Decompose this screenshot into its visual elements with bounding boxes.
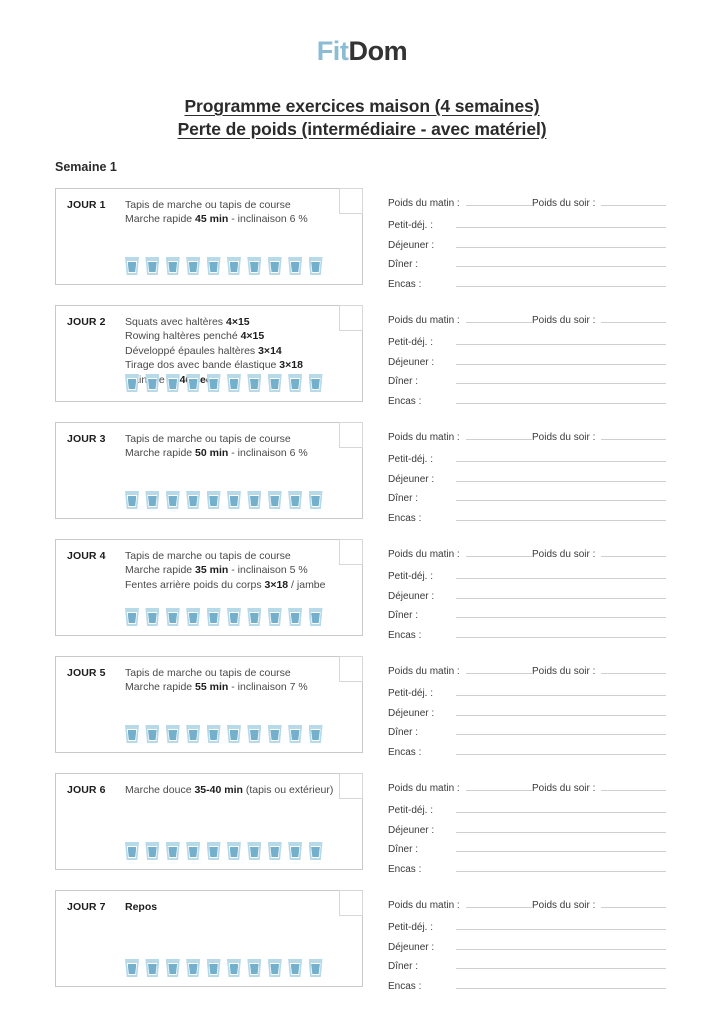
meal-row-snack (388, 977, 666, 997)
day-label: JOUR 6 (67, 784, 106, 796)
day-row (0, 305, 724, 422)
day-label: JOUR 4 (67, 550, 106, 562)
water-glass-icon[interactable] (207, 725, 221, 743)
exercise-emphasis: Repos (125, 901, 158, 913)
lunch-field[interactable] (456, 236, 666, 248)
weight-row (388, 194, 666, 215)
meal-row-snack (388, 860, 666, 880)
exercise-emphasis: 3×18 (264, 578, 289, 591)
water-glass-icon[interactable] (166, 374, 180, 392)
weight-morning-field[interactable] (466, 428, 532, 440)
weight-evening-label: Poids du soir : (532, 315, 596, 326)
water-glass-icon[interactable] (125, 608, 139, 626)
exercise-text-pre: Développé épaules haltères (125, 344, 259, 357)
meal-rows (388, 918, 666, 996)
water-tracker (125, 608, 323, 626)
exercise-emphasis: 50 min (195, 447, 229, 460)
water-glass-icon[interactable] (186, 491, 200, 509)
lunch-label: Déjeuner : (388, 707, 435, 719)
weight-evening-field[interactable] (601, 311, 666, 323)
weight-evening-field[interactable] (601, 662, 666, 674)
exercise-line (125, 329, 343, 343)
breakfast-field[interactable] (456, 567, 666, 579)
exercise-emphasis: 4×15 (225, 316, 250, 328)
food-log (388, 428, 666, 528)
exercise-line (125, 315, 343, 329)
water-glass-icon[interactable] (145, 842, 159, 860)
exercise-text-pre: Tirage dos avec bande élastique (125, 359, 280, 372)
snack-label: Encas : (388, 395, 422, 407)
meal-row-breakfast (388, 918, 666, 938)
water-glass-icon[interactable] (309, 491, 323, 509)
lunch-field[interactable] (456, 821, 666, 833)
water-glass-icon[interactable] (125, 959, 139, 977)
logo (317, 36, 408, 67)
water-glass-icon[interactable] (288, 374, 302, 392)
exercise-list (125, 549, 343, 592)
exercise-emphasis: 3×14 (258, 344, 282, 357)
exercise-line (125, 358, 343, 372)
weight-evening-field[interactable] (601, 779, 666, 791)
water-glass-icon[interactable] (288, 842, 302, 860)
snack-label: Encas : (388, 980, 422, 992)
breakfast-field[interactable] (456, 684, 666, 696)
meal-rows (388, 684, 666, 762)
meal-row-dinner (388, 255, 666, 275)
snack-label: Encas : (388, 512, 422, 524)
meal-row-dinner (388, 723, 666, 743)
meal-rows (388, 450, 666, 528)
day-label: JOUR 2 (67, 316, 106, 328)
week-label: Semaine 1 (55, 160, 117, 174)
food-log (388, 779, 666, 879)
day-card[interactable] (55, 422, 363, 519)
weight-row (388, 311, 666, 332)
weight-evening-field[interactable] (601, 545, 666, 557)
snack-field[interactable] (456, 743, 666, 755)
water-glass-icon[interactable] (288, 257, 302, 275)
exercise-line (125, 212, 343, 226)
water-glass-icon[interactable] (309, 725, 323, 743)
meal-row-dinner (388, 840, 666, 860)
meal-rows (388, 333, 666, 411)
water-glass-icon[interactable] (125, 257, 139, 275)
exercise-text-pre: Marche rapide (125, 564, 196, 577)
exercise-text: Tapis de marche ou tapis de course (125, 199, 291, 211)
water-glass-icon[interactable] (166, 842, 180, 860)
meal-row-lunch (388, 470, 666, 490)
water-glass-icon[interactable] (309, 842, 323, 860)
water-glass-icon[interactable] (186, 842, 200, 860)
day-label: JOUR 3 (67, 433, 106, 445)
exercise-text-pre: Marche douce (125, 784, 195, 796)
exercise-list (125, 198, 343, 227)
lunch-label: Déjeuner : (388, 824, 435, 836)
snack-field[interactable] (456, 392, 666, 404)
weight-evening-field[interactable] (601, 896, 666, 908)
weight-morning-field[interactable] (466, 311, 532, 323)
water-glass-icon[interactable] (166, 959, 180, 977)
snack-label: Encas : (388, 746, 422, 758)
title-line-1: Programme exercices maison (4 semaines) (184, 96, 540, 116)
exercise-text-post: (tapis ou extérieur) (242, 784, 334, 796)
weight-morning-field[interactable] (466, 545, 532, 557)
weight-morning-label: Poids du matin : (388, 666, 460, 677)
lunch-label: Déjeuner : (388, 473, 435, 485)
exercise-line (125, 432, 343, 446)
exercise-emphasis: 4×15 (240, 330, 265, 343)
snack-field[interactable] (456, 977, 666, 989)
meal-row-dinner (388, 606, 666, 626)
exercise-text-pre: Marche rapide (125, 447, 196, 460)
weight-evening-label: Poids du soir : (532, 783, 596, 794)
lunch-label: Déjeuner : (388, 239, 435, 251)
exercise-list (125, 783, 343, 797)
weight-morning-label: Poids du matin : (388, 198, 460, 209)
water-glass-icon[interactable] (186, 257, 200, 275)
logo-text-primary: Fit (316, 36, 349, 66)
meal-row-dinner (388, 957, 666, 977)
day-row (0, 890, 724, 1007)
day-label: JOUR 1 (67, 199, 106, 211)
breakfast-field[interactable] (456, 216, 666, 228)
meal-row-snack (388, 743, 666, 763)
snack-field[interactable] (456, 509, 666, 521)
food-log (388, 662, 666, 762)
water-glass-icon[interactable] (268, 608, 282, 626)
snack-label: Encas : (388, 629, 422, 641)
water-glass-icon[interactable] (227, 374, 241, 392)
day-row (0, 773, 724, 890)
meal-row-breakfast (388, 801, 666, 821)
water-glass-icon[interactable] (145, 725, 159, 743)
exercise-list (125, 432, 343, 461)
water-glass-icon[interactable] (247, 608, 261, 626)
water-glass-icon[interactable] (309, 608, 323, 626)
day-list (0, 188, 724, 1007)
day-card[interactable] (55, 773, 363, 870)
dinner-label: Dîner : (388, 844, 419, 856)
meal-row-lunch (388, 938, 666, 958)
breakfast-field[interactable] (456, 333, 666, 345)
water-glass-icon[interactable] (227, 725, 241, 743)
dinner-label: Dîner : (388, 961, 419, 973)
exercise-text: Tapis de marche ou tapis de course (125, 433, 291, 445)
weight-row (388, 428, 666, 449)
water-glass-icon[interactable] (145, 491, 159, 509)
exercise-text-pre: Rowing haltères penché (125, 330, 241, 343)
water-glass-icon[interactable] (145, 257, 159, 275)
weight-evening-label: Poids du soir : (532, 198, 596, 209)
weight-evening-field[interactable] (601, 428, 666, 440)
water-glass-icon[interactable] (166, 491, 180, 509)
exercise-emphasis: 3×40 sec (167, 373, 212, 386)
dinner-field[interactable] (456, 606, 666, 618)
water-glass-icon[interactable] (247, 842, 261, 860)
exercise-text-pre: Fentes arrière poids du corps (125, 578, 265, 591)
lunch-field[interactable] (456, 470, 666, 482)
water-glass-icon[interactable] (247, 374, 261, 392)
weight-evening-label: Poids du soir : (532, 549, 596, 560)
water-glass-icon[interactable] (125, 491, 139, 509)
meal-rows (388, 567, 666, 645)
water-glass-icon[interactable] (227, 608, 241, 626)
exercise-line (125, 900, 343, 914)
water-glass-icon[interactable] (268, 842, 282, 860)
water-glass-icon[interactable] (227, 842, 241, 860)
water-glass-icon[interactable] (247, 257, 261, 275)
exercise-text-post: / jambe (288, 578, 326, 591)
day-card[interactable] (55, 305, 363, 402)
water-tracker (125, 257, 323, 275)
meal-row-lunch (388, 587, 666, 607)
weight-morning-label: Poids du matin : (388, 432, 460, 443)
water-glass-icon[interactable] (268, 725, 282, 743)
weight-morning-label: Poids du matin : (388, 900, 460, 911)
water-tracker (125, 491, 323, 509)
exercise-text-pre: Marche rapide (125, 681, 196, 694)
day-row (0, 188, 724, 305)
exercise-text-post: - inclinaison 5 % (228, 564, 308, 577)
day-card[interactable] (55, 890, 363, 987)
weight-morning-label: Poids du matin : (388, 549, 460, 560)
meal-row-snack (388, 275, 666, 295)
water-tracker (125, 842, 323, 860)
exercise-emphasis: 55 min (195, 681, 229, 694)
day-label: JOUR 5 (67, 667, 106, 679)
lunch-field[interactable] (456, 587, 666, 599)
breakfast-field[interactable] (456, 918, 666, 930)
water-glass-icon[interactable] (186, 374, 200, 392)
water-glass-icon[interactable] (247, 491, 261, 509)
snack-field[interactable] (456, 626, 666, 638)
lunch-field[interactable] (456, 704, 666, 716)
water-glass-icon[interactable] (186, 608, 200, 626)
exercise-emphasis: 45 min (195, 213, 229, 226)
exercise-text-pre: Squats avec haltères (125, 316, 226, 328)
breakfast-label: Petit-déj. : (388, 220, 434, 231)
exercise-text-post: - inclinaison 6 % (228, 447, 308, 460)
breakfast-field[interactable] (456, 450, 666, 462)
water-glass-icon[interactable] (186, 959, 200, 977)
water-glass-icon[interactable] (166, 608, 180, 626)
page-title (0, 95, 724, 141)
water-glass-icon[interactable] (227, 491, 241, 509)
weight-morning-label: Poids du matin : (388, 315, 460, 326)
water-glass-icon[interactable] (125, 374, 139, 392)
weight-row (388, 545, 666, 566)
lunch-label: Déjeuner : (388, 590, 435, 602)
meal-row-lunch (388, 353, 666, 373)
exercise-emphasis: 3×18 (279, 359, 303, 372)
meal-row-snack (388, 509, 666, 529)
water-glass-icon[interactable] (125, 725, 139, 743)
snack-label: Encas : (388, 863, 422, 875)
snack-field[interactable] (456, 860, 666, 872)
water-glass-icon[interactable] (207, 842, 221, 860)
water-glass-icon[interactable] (166, 725, 180, 743)
lunch-label: Déjeuner : (388, 941, 435, 953)
exercise-line (125, 783, 343, 797)
water-glass-icon[interactable] (268, 257, 282, 275)
water-glass-icon[interactable] (309, 257, 323, 275)
brand-header (0, 0, 724, 67)
water-tracker (125, 374, 323, 392)
breakfast-label: Petit-déj. : (388, 805, 434, 816)
dinner-label: Dîner : (388, 493, 419, 505)
breakfast-label: Petit-déj. : (388, 337, 434, 348)
breakfast-label: Petit-déj. : (388, 922, 434, 933)
meal-row-snack (388, 626, 666, 646)
meal-row-breakfast (388, 684, 666, 704)
weight-row (388, 662, 666, 683)
water-glass-icon[interactable] (268, 491, 282, 509)
day-card[interactable] (55, 539, 363, 636)
dinner-field[interactable] (456, 255, 666, 267)
water-glass-icon[interactable] (145, 608, 159, 626)
exercise-list (125, 666, 343, 695)
day-label: JOUR 7 (67, 901, 106, 913)
water-glass-icon[interactable] (288, 725, 302, 743)
weight-morning-field[interactable] (466, 896, 532, 908)
exercise-text-pre: Gainage (125, 373, 165, 386)
exercise-line (125, 446, 343, 460)
weight-morning-field[interactable] (466, 779, 532, 791)
weight-evening-field[interactable] (601, 194, 666, 206)
water-glass-icon[interactable] (247, 959, 261, 977)
water-glass-icon[interactable] (309, 959, 323, 977)
meal-row-breakfast (388, 567, 666, 587)
day-row (0, 539, 724, 656)
meal-row-dinner (388, 489, 666, 509)
exercise-line (125, 549, 343, 563)
water-glass-icon[interactable] (268, 959, 282, 977)
water-glass-icon[interactable] (247, 725, 261, 743)
dinner-label: Dîner : (388, 259, 419, 271)
exercise-line (125, 666, 343, 680)
food-log (388, 311, 666, 411)
day-card[interactable] (55, 188, 363, 285)
water-glass-icon[interactable] (207, 491, 221, 509)
weight-evening-label: Poids du soir : (532, 432, 596, 443)
dinner-field[interactable] (456, 723, 666, 735)
lunch-field[interactable] (456, 938, 666, 950)
exercise-line (125, 344, 343, 358)
weight-evening-label: Poids du soir : (532, 900, 596, 911)
exercise-line (125, 563, 343, 577)
title-line-2: Perte de poids (intermédiaire - avec matériel) (177, 119, 547, 139)
dinner-field[interactable] (456, 489, 666, 501)
meal-row-dinner (388, 372, 666, 392)
exercise-text-post: - inclinaison 6 % (228, 213, 308, 226)
snack-field[interactable] (456, 275, 666, 287)
dinner-label: Dîner : (388, 727, 419, 739)
food-log (388, 194, 666, 294)
day-row (0, 422, 724, 539)
water-glass-icon[interactable] (227, 959, 241, 977)
exercise-line (125, 198, 343, 212)
dinner-field[interactable] (456, 372, 666, 384)
exercise-text: Tapis de marche ou tapis de course (125, 550, 291, 562)
weight-row (388, 896, 666, 917)
meal-rows (388, 216, 666, 294)
water-glass-icon[interactable] (288, 491, 302, 509)
water-glass-icon[interactable] (166, 257, 180, 275)
meal-row-lunch (388, 821, 666, 841)
lunch-label: Déjeuner : (388, 356, 435, 368)
dinner-field[interactable] (456, 840, 666, 852)
weight-morning-field[interactable] (466, 194, 532, 206)
exercise-emphasis: 35-40 min (194, 784, 243, 796)
water-glass-icon[interactable] (207, 959, 221, 977)
meal-row-breakfast (388, 333, 666, 353)
meal-row-lunch (388, 236, 666, 256)
exercise-line (125, 680, 343, 694)
breakfast-label: Petit-déj. : (388, 571, 434, 582)
exercise-list (125, 900, 343, 914)
water-glass-icon[interactable] (227, 257, 241, 275)
water-glass-icon[interactable] (145, 374, 159, 392)
exercise-line (125, 578, 343, 592)
water-glass-icon[interactable] (288, 959, 302, 977)
dinner-label: Dîner : (388, 376, 419, 388)
water-glass-icon[interactable] (145, 959, 159, 977)
day-card[interactable] (55, 656, 363, 753)
dinner-field[interactable] (456, 957, 666, 969)
exercise-emphasis: 35 min (195, 564, 229, 577)
water-glass-icon[interactable] (125, 842, 139, 860)
meal-row-snack (388, 392, 666, 412)
meal-row-breakfast (388, 450, 666, 470)
water-glass-icon[interactable] (268, 374, 282, 392)
weight-morning-label: Poids du matin : (388, 783, 460, 794)
exercise-text: Tapis de marche ou tapis de course (125, 667, 291, 679)
meal-rows (388, 801, 666, 879)
water-tracker (125, 959, 323, 977)
weight-row (388, 779, 666, 800)
water-glass-icon[interactable] (207, 374, 221, 392)
day-row (0, 656, 724, 773)
water-glass-icon[interactable] (309, 374, 323, 392)
water-glass-icon[interactable] (288, 608, 302, 626)
snack-label: Encas : (388, 278, 422, 290)
logo-text-secondary: Dom (348, 36, 408, 66)
breakfast-label: Petit-déj. : (388, 688, 434, 699)
weight-evening-label: Poids du soir : (532, 666, 596, 677)
water-tracker (125, 725, 323, 743)
exercise-text-pre: Marche rapide (125, 213, 196, 226)
meal-row-breakfast (388, 216, 666, 236)
dinner-label: Dîner : (388, 610, 419, 622)
lunch-field[interactable] (456, 353, 666, 365)
weight-morning-field[interactable] (466, 662, 532, 674)
food-log (388, 545, 666, 645)
water-glass-icon[interactable] (207, 257, 221, 275)
breakfast-field[interactable] (456, 801, 666, 813)
breakfast-label: Petit-déj. : (388, 454, 434, 465)
exercise-text-post: - inclinaison 7 % (228, 681, 308, 694)
food-log (388, 896, 666, 996)
water-glass-icon[interactable] (207, 608, 221, 626)
water-glass-icon[interactable] (186, 725, 200, 743)
meal-row-lunch (388, 704, 666, 724)
